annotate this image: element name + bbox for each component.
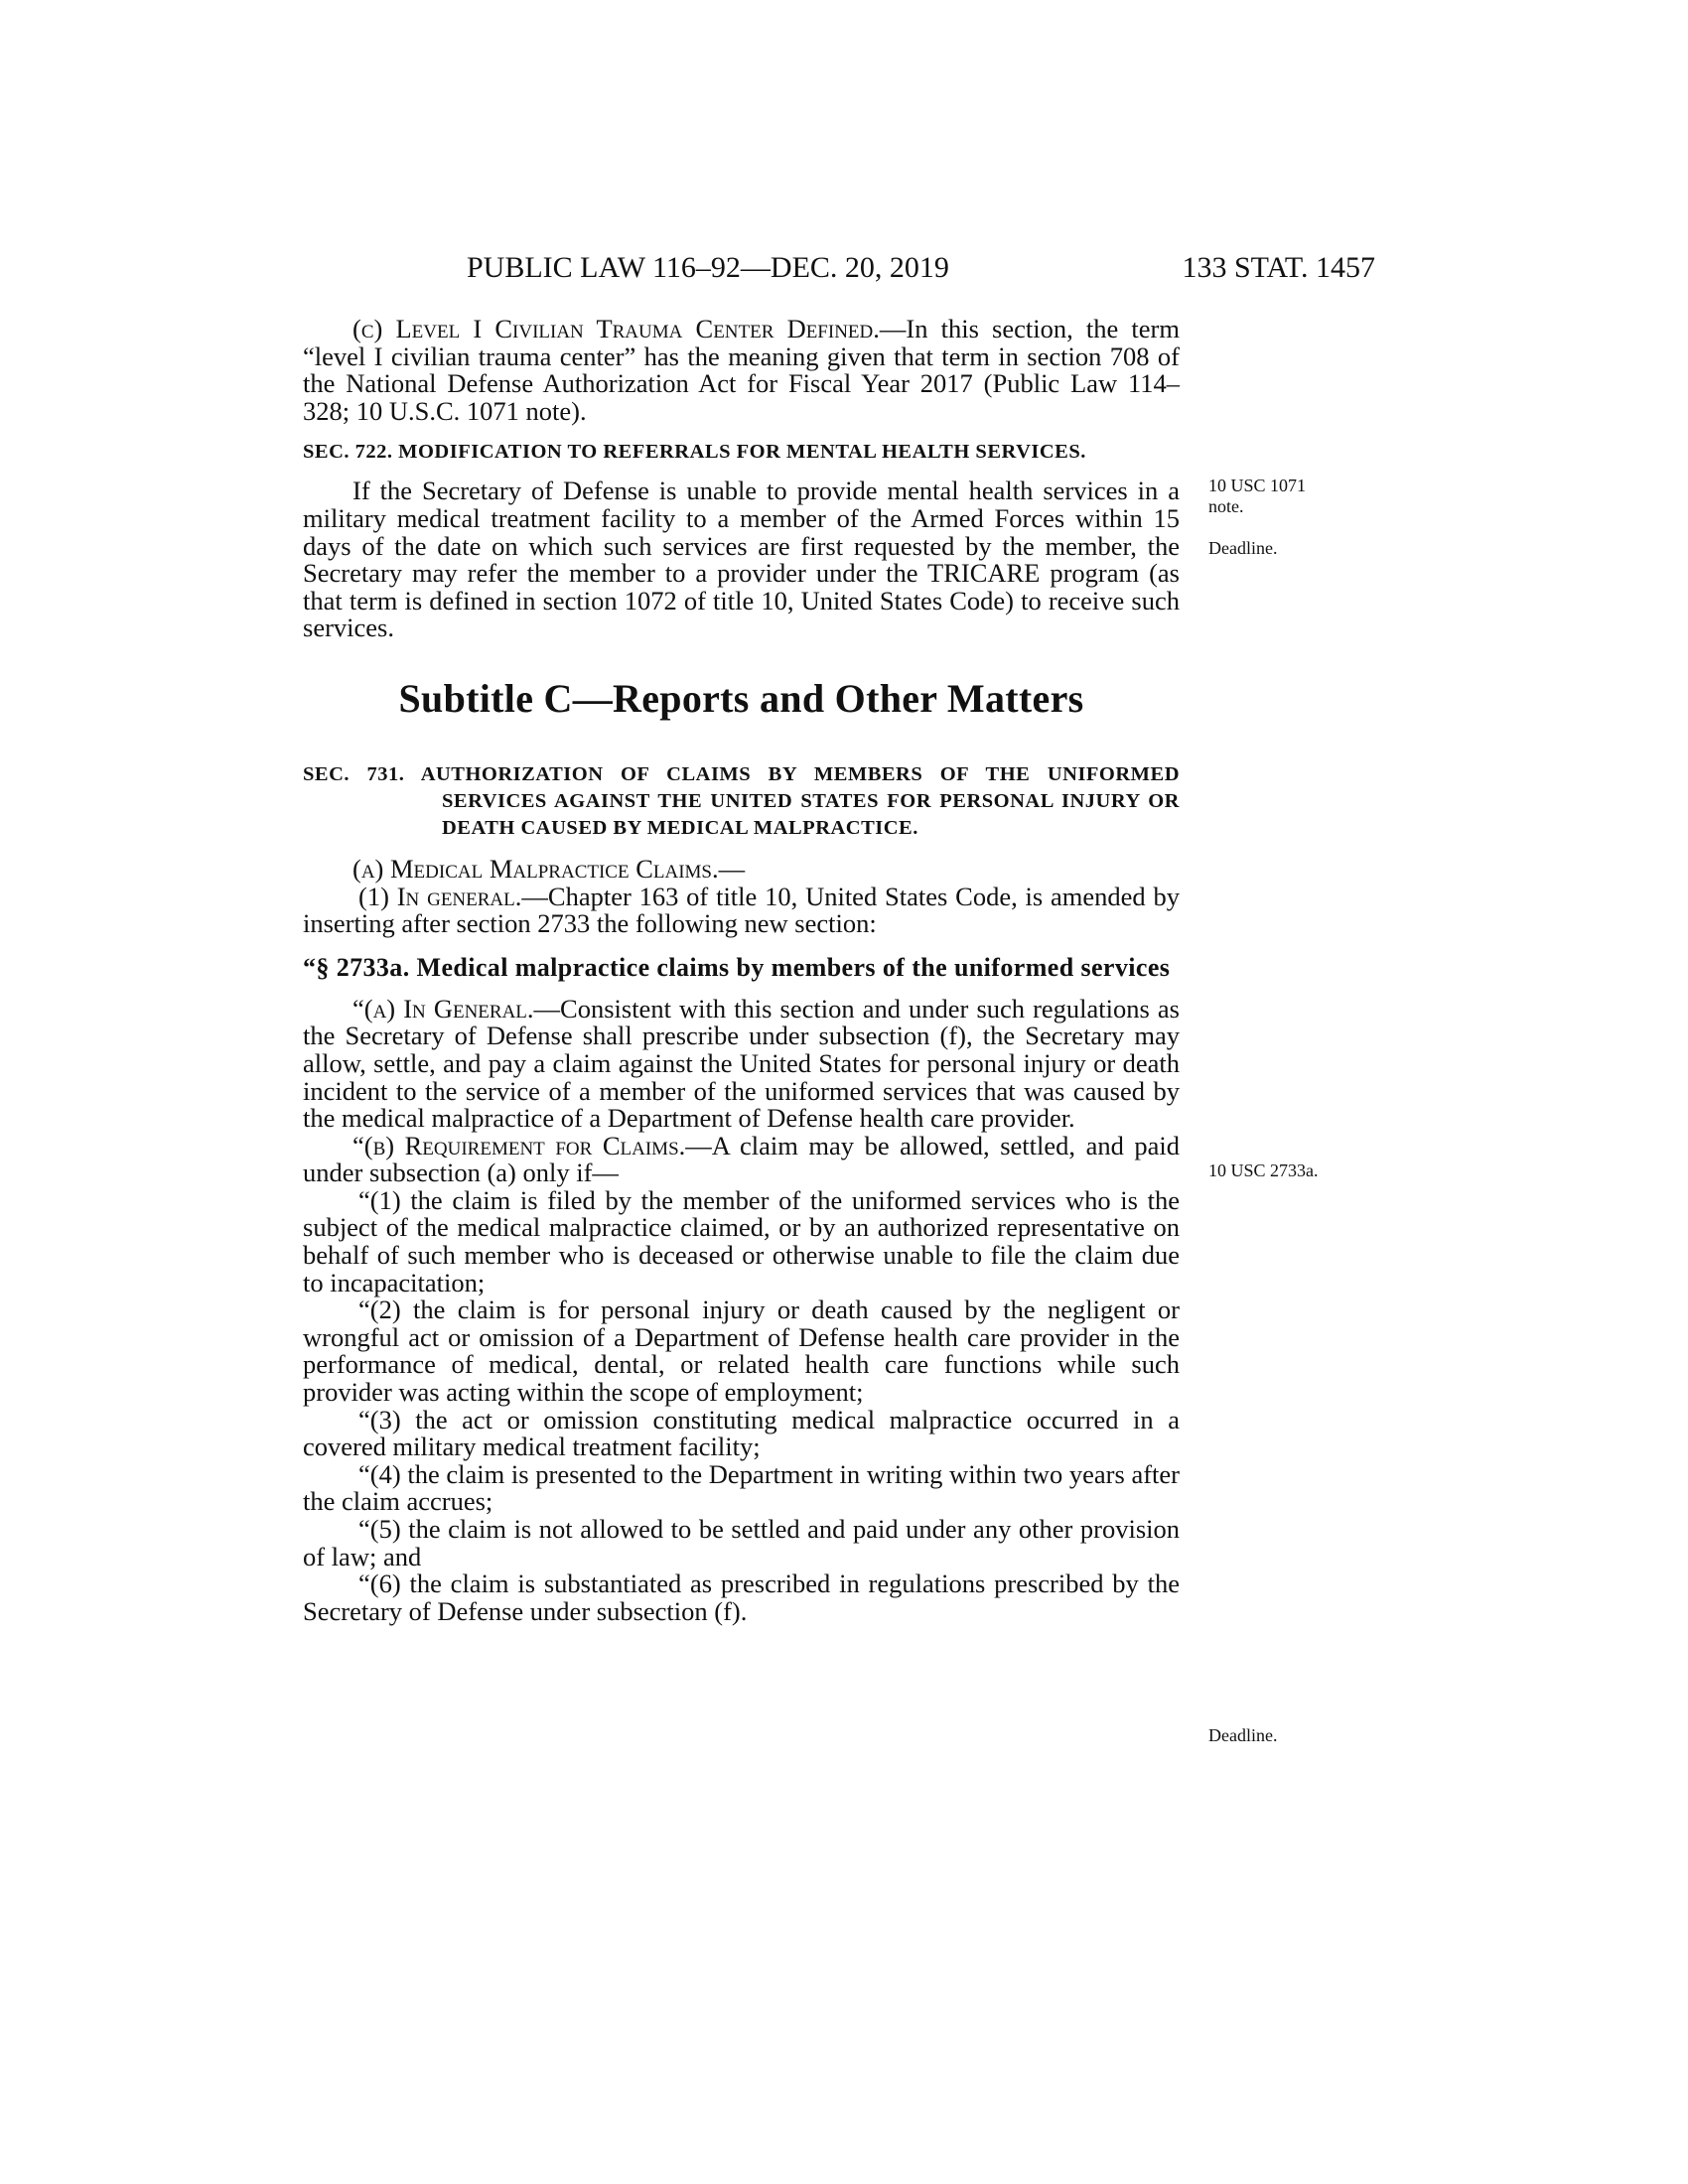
sec-731-a1-block — [303, 881, 1181, 939]
margin-note-usc-2733a: 10 USC 2733a. — [1208, 1160, 1319, 1180]
code-b-item-5: “(5) the claim is not allowed to be settled and paid under any other provision of law; and — [303, 1514, 1180, 1571]
code-b-item-3: “(3) the act or omission constituting medical malpractice occurred in a covered military medical treatment facility; — [303, 1404, 1180, 1462]
sec-722-heading: SEC. 722. MODIFICATION TO REFERRALS FOR MENTAL HEALTH SERVICES. — [303, 441, 1086, 464]
code-b-item-2: “(2) the claim is for personal injury or death caused by the negligent or wrongful act or omission of a Department of Defense health care provider in the performance of medical, dental, or related health care functions while such provider was acting within the scope of employment; — [303, 1295, 1180, 1408]
document-body — [303, 316, 1180, 1625]
code-b-paragraph — [303, 1130, 1181, 1188]
code-section-2733a-heading: “§ 2733a. Medical malpractice claims by members of the uniformed services — [303, 952, 1171, 982]
subsection-c-heading: (c) Level I Civilian Trauma Center Defined. — [352, 314, 880, 343]
sec-722-text: If the Secretary of Defense is unable to provide mental health services in a military medical treatment facility to a member of the Armed Forces within 15 days of the date on which such services are first requested by the member, the Secretary may refer the member to a provider under the TRICARE program (as that term is defined in section 1072 of title 10, United States Code) to receive such services. — [303, 476, 1180, 643]
sec-731-a-dash: — — [718, 853, 746, 884]
subtitle-heading: Subtitle C—Reports and Other Matters — [398, 675, 1084, 721]
code-a-heading: “(a) In General. — [352, 993, 534, 1024]
sec-731-a-heading: (a) Medical Malpractice Claims. — [352, 853, 719, 884]
code-b-text: —A claim may be allowed, settled, and paid under subsection (a) only if— — [303, 1130, 1181, 1188]
code-b-item-1: “(1) the claim is filed by the member of the uniformed services who is the subject of the medical malpractice claimed, or by an authorized representative on behalf of such member who is deceased or otherwise unable to file the claim due to incapacitation; — [303, 1184, 1180, 1297]
margin-note-usc-1071: 10 USC 1071 note. — [1208, 476, 1307, 516]
code-a-text: —Consistent with this section and under such regulations as the Secretary of Defense shall prescribe under subsection (f), the Secretary may allow, settle, and pay a claim against the United States for personal injury or death incident to the service of a member of the uniformed services that was caused by the medical malpractice of a Department of Defense health care provider. — [303, 993, 1180, 1134]
sec-731-a1-paragraph — [303, 881, 1181, 939]
sec-731-subsection-a — [303, 853, 1180, 884]
code-b-item-4: “(4) the claim is presented to the Department in writing within two years after the claim accrues; — [303, 1458, 1180, 1517]
sec-731-heading: SEC. 731. AUTHORIZATION OF CLAIMS BY MEMBERS OF THE UNIFORMED SERVICES AGAINST THE UNITED STATES FOR PERSONAL INJURY OR DEATH CAUSED BY MEDICAL MALPRACTICE. — [303, 762, 1180, 839]
margin-note-deadline: Deadline. — [1208, 538, 1278, 558]
code-b-item-6: “(6) the claim is substantiated as prescribed in regulations prescribed by the Secretary of Defense under subsection (f). — [303, 1569, 1180, 1626]
sec-731-a1-text: —Chapter 163 of title 10, United States Code, is amended by inserting after section 2733 the following new section: — [303, 881, 1181, 939]
code-b-items — [303, 1184, 1180, 1626]
code-b-heading: “(b) Requirement for Claims. — [352, 1130, 686, 1160]
margin-note-deadline-2: Deadline. — [1208, 1725, 1278, 1745]
law-title: PUBLIC LAW 116–92—DEC. 20, 2019 — [467, 251, 949, 284]
statute-page-number: 133 STAT. 1457 — [1182, 251, 1375, 284]
code-a-paragraph — [303, 993, 1180, 1134]
subsection-c-text: —In this section, the term “level I civilian trauma center” has the meaning given that term in section 708 of the National Defense Authorization Act for Fiscal Year 2017 (Public Law 114–328; 10 U.S.C. 1071 note). — [303, 314, 1180, 426]
sec-731-a1-heading: (1) In general. — [358, 881, 522, 911]
subsection-c-paragraph — [303, 316, 1180, 425]
